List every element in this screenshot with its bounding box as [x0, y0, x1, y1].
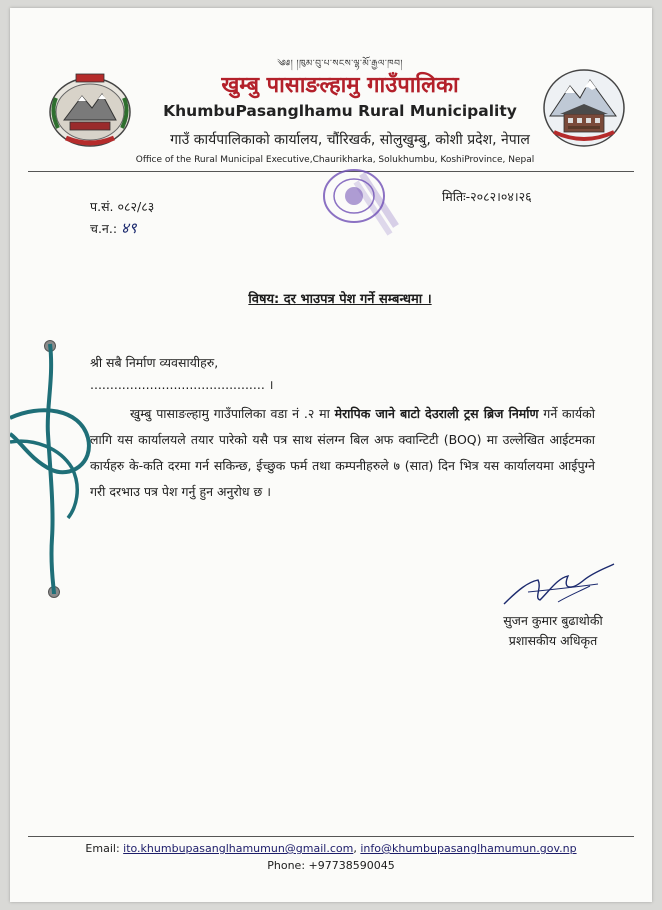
email-label: Email:	[85, 842, 120, 855]
body-part-2: गर्ने कार्यको लागि यस कार्यालयले तयार पारेको यसै पत्र साथ संलग्न बिल अफ क्वान्टिटी (BOQ) मा उल्लेखित आईटमका कार्यहरु के-कति दरमा गर्न सकिन्छ, ईच्छुक फर्म तथा कम्पनीहरुले ७ (सात) दिन भित्र यस कार्यालयमा आईपुग्ने गरी दरभाउ पत्र पेश गर्नु हुन अनुरोध छ ।	[90, 406, 595, 499]
footer-phone-line	[50, 859, 612, 872]
reference-value: ०८२/८३	[117, 199, 155, 214]
dispatch-number	[90, 218, 137, 238]
tibetan-header-line: ༄༅། །ཁུམ་བུ་པ་སངས་ལྷ་མོ་རྒྱལ་ཁབ།	[277, 59, 403, 69]
footer-divider	[28, 836, 634, 837]
reference-number	[90, 198, 154, 215]
email-link-info[interactable]: info@khumbupasanglhamumun.gov.np	[360, 842, 577, 855]
phone-label: Phone:	[267, 859, 306, 872]
office-stamp-icon	[310, 156, 406, 242]
dispatch-value: ४९	[121, 219, 137, 237]
email-separator: ,	[353, 842, 357, 855]
signatory-name: सुजन कुमार बुढाथोकी	[503, 613, 603, 628]
letter-body	[90, 401, 595, 505]
footer-email-line	[50, 842, 612, 855]
date-label: मितिः-	[442, 189, 471, 204]
municipality-title-nepali: खुम्बु पासाङल्हामु गाउँपालिका	[221, 73, 459, 98]
phone-number: +97738590045	[308, 859, 395, 872]
letter-date	[442, 188, 532, 205]
nepal-emblem-icon	[44, 68, 136, 152]
dispatch-label: च.न.:	[90, 221, 118, 236]
date-value: २०८२।०४।२६	[470, 189, 532, 204]
letter-page	[10, 8, 652, 902]
letter-subject: विषय: दर भाउपत्र पेश गर्ने सम्बन्धमा ।	[248, 292, 432, 307]
signatory-title: प्रशासकीय अधिकृत	[508, 633, 598, 648]
municipality-title-english: KhumbuPasanglhamu Rural Municipality	[163, 102, 517, 120]
binding-string-icon	[10, 338, 100, 600]
body-part-1: खुम्बु पासाङल्हामु गाउँपालिका वडा नं .२ मा	[130, 406, 335, 421]
address-placeholder-line: ............................................ ।	[90, 377, 274, 392]
email-link-primary[interactable]: ito.khumbupasanglhamumun@gmail.com	[123, 842, 354, 855]
salutation: श्री सबै निर्माण व्यवसायीहरु,	[90, 355, 219, 370]
office-address-nepali: गाउँ कार्यपालिकाको कार्यालय, चौंरिखर्क, सोलुखुम्बु, कोशी प्रदेश, नेपाल	[170, 132, 530, 148]
signature-icon	[498, 560, 618, 618]
body-project-name: मेरापिक जाने बाटो देउराली ट्रस ब्रिज निर्माण	[334, 406, 539, 421]
office-address-english: Office of the Rural Municipal Executive,Chaurikharka, Solukhumbu, KoshiProvince, Nepal	[135, 155, 535, 165]
reference-label: प.सं.	[90, 199, 114, 214]
